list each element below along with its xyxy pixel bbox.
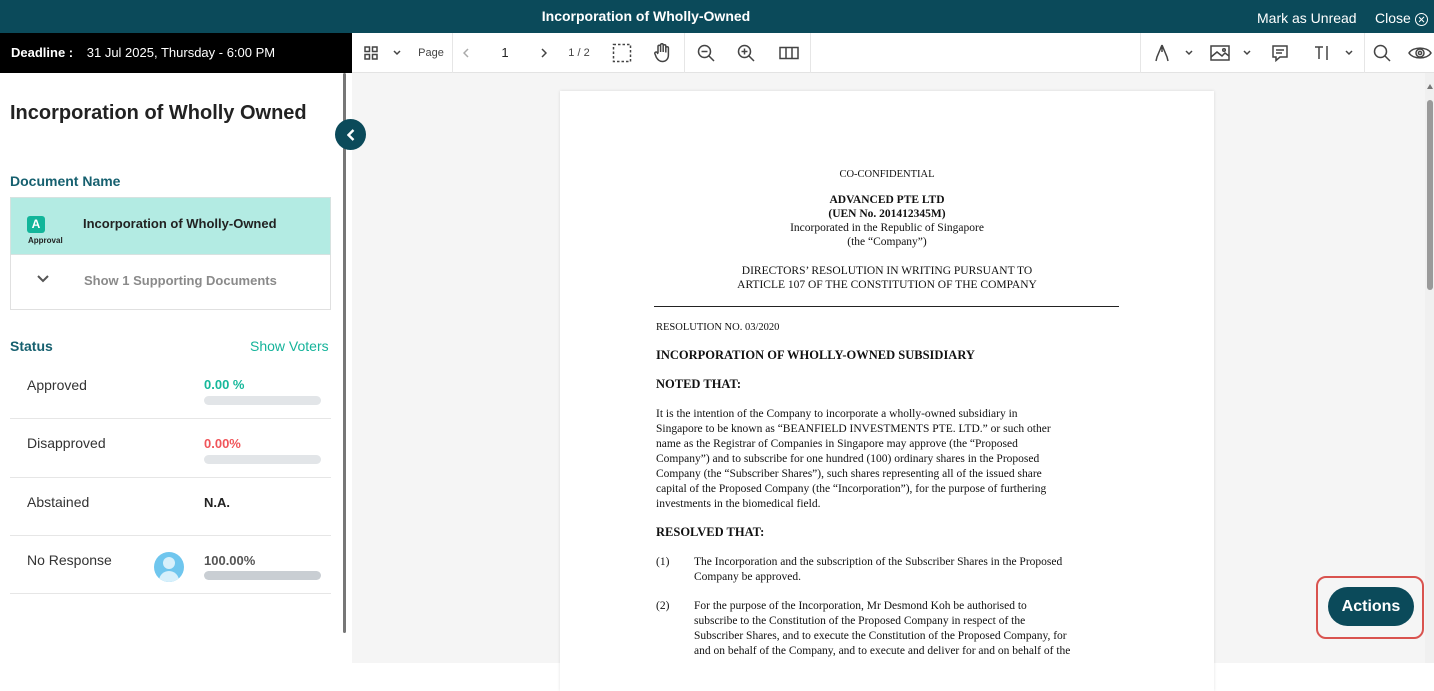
text-cursor-icon: [1313, 44, 1331, 62]
noted-that-heading: NOTED THAT:: [656, 377, 742, 391]
image-icon: [1210, 45, 1230, 61]
noted-paragraph-line: investments in the biomedical field.: [656, 498, 821, 510]
draw-tool-dropdown[interactable]: [1182, 33, 1196, 73]
approval-icon: A: [27, 216, 45, 233]
pen-nib-icon: [1154, 44, 1170, 62]
resolved-that-heading: RESOLVED THAT:: [656, 525, 765, 539]
hand-icon: [653, 43, 671, 63]
deadline-value: 31 Jul 2025, Thursday - 6:00 PM: [86, 45, 276, 60]
incorporation-note: Incorporated in the Republic of Singapore: [790, 222, 984, 234]
document-name: Incorporation of Wholly-Owned: [83, 216, 277, 231]
top-bar: [0, 0, 1434, 33]
next-page-button[interactable]: [536, 33, 552, 73]
status-row-no-response: [10, 536, 331, 594]
thumbnails-dropdown[interactable]: [390, 33, 404, 73]
thumbnails-button[interactable]: [360, 33, 382, 73]
status-name: Disapproved: [27, 435, 106, 451]
show-voters-link[interactable]: Show Voters: [250, 338, 329, 354]
item-number: (1): [656, 556, 670, 568]
status-progress-bar: [204, 571, 321, 580]
noted-paragraph-line: Company”) and to subscribe for one hundred (100) ordinary shares in the Proposed: [656, 453, 1040, 465]
previous-page-button[interactable]: [458, 33, 474, 73]
divider-rule: [654, 306, 1119, 307]
draw-tool-button[interactable]: [1150, 33, 1174, 73]
mark-as-unread-button[interactable]: Mark as Unread: [1257, 10, 1357, 26]
search-button[interactable]: [1370, 33, 1394, 73]
status-name: No Response: [27, 552, 112, 568]
zoom-in-button[interactable]: [734, 33, 758, 73]
close-button[interactable]: [1375, 0, 1428, 37]
chevron-down-icon: [1345, 50, 1353, 56]
close-label: Close: [1375, 10, 1411, 26]
resolution-title-line: ARTICLE 107 OF THE CONSTITUTION OF THE COMPANY: [737, 279, 1037, 291]
status-name: Approved: [27, 377, 87, 393]
confidential-label: CO-CONFIDENTIAL: [839, 169, 935, 180]
item-line: For the purpose of the Incorporation, Mr Desmond Koh be authorised to: [694, 600, 1027, 612]
approval-badge: Approval: [28, 236, 63, 245]
sidebar-scrollbar[interactable]: [343, 73, 346, 633]
page-label: Page: [418, 47, 444, 59]
company-uen: (UEN No. 201412345M): [828, 208, 946, 220]
toolbar-divider: [1140, 33, 1141, 73]
comment-button[interactable]: [1268, 33, 1292, 73]
noted-paragraph-line: It is the intention of the Company to incorporate a wholly-owned subsidiary in: [656, 408, 1018, 420]
chevron-left-icon: [347, 129, 355, 141]
status-progress-bar: [204, 455, 321, 464]
columns-icon: [779, 46, 799, 60]
avatar-head: [163, 557, 175, 569]
avatar[interactable]: [154, 552, 184, 582]
item-line: subscribe to the Constitution of the Proposed Company in respect of the: [694, 615, 1026, 627]
chevron-down-icon: [1243, 50, 1251, 56]
close-icon: [1415, 13, 1428, 26]
supporting-documents-label: Show 1 Supporting Documents: [84, 273, 277, 288]
company-defined-term: (the “Company”): [847, 236, 927, 248]
sidebar-title: Incorporation of Wholly Owned: [10, 102, 307, 124]
zoom-in-icon: [737, 44, 755, 62]
resolution-title-line: DIRECTORS’ RESOLUTION IN WRITING PURSUANT TO: [741, 265, 1033, 277]
item-line: Subscriber Shares, and to execute the Constitution of the Proposed Company, for: [694, 630, 1067, 642]
status-value: 0.00%: [204, 436, 241, 451]
document-page: [560, 91, 1214, 691]
selection-icon: [612, 43, 632, 63]
zoom-out-button[interactable]: [694, 33, 718, 73]
status-name: Abstained: [27, 494, 90, 510]
status-progress-fill: [204, 571, 321, 580]
item-line: and on behalf of the Company, and to execute and deliver for and on behalf of the: [694, 645, 1071, 657]
page-count: 1 / 2: [568, 47, 590, 59]
eye-icon: [1408, 45, 1432, 61]
chevron-down-icon: [37, 275, 49, 283]
toolbar-divider: [1364, 33, 1365, 73]
status-value: 100.00%: [204, 553, 256, 568]
deadline-bar: [0, 33, 352, 73]
item-line: Company be approved.: [694, 571, 801, 583]
status-row-disapproved: [10, 420, 331, 478]
resolution-heading: INCORPORATION OF WHOLLY-OWNED SUBSIDIARY: [656, 348, 975, 362]
item-line: The Incorporation and the subscription of the Subscriber Shares in the Proposed: [694, 556, 1063, 568]
chevron-down-icon: [393, 50, 401, 56]
toolbar-divider: [810, 33, 811, 73]
deadline-label: Deadline :: [11, 45, 74, 60]
pan-tool-button[interactable]: [650, 33, 674, 73]
viewer-scrollbar-thumb[interactable]: [1427, 100, 1433, 290]
zoom-out-icon: [697, 44, 715, 62]
search-icon: [1373, 44, 1391, 62]
resolution-number: RESOLUTION NO. 03/2020: [656, 322, 780, 333]
item-number: (2): [656, 600, 670, 612]
collapse-sidebar-button[interactable]: [335, 119, 366, 150]
status-progress-bar: [204, 396, 321, 405]
document-name-heading: Document Name: [10, 173, 121, 189]
text-tool-button[interactable]: [1310, 33, 1334, 73]
text-tool-dropdown[interactable]: [1342, 33, 1356, 73]
company-name: ADVANCED PTE LTD: [829, 194, 945, 206]
page-layout-button[interactable]: [776, 33, 802, 73]
chevron-right-icon: [541, 48, 547, 58]
comment-icon: [1271, 44, 1289, 62]
status-value: N.A.: [204, 495, 230, 510]
noted-paragraph-line: Company (the “Subscriber Shares”), such shares representing all of the issued share: [656, 468, 1042, 480]
image-tool-dropdown[interactable]: [1240, 33, 1254, 73]
supporting-documents-toggle[interactable]: [10, 255, 331, 310]
document-viewer[interactable]: [352, 73, 1434, 663]
status-value: 0.00 %: [204, 377, 245, 392]
selected-document[interactable]: [10, 197, 331, 255]
chevron-left-icon: [463, 48, 469, 58]
page-number-input[interactable]: 1: [501, 45, 509, 60]
status-row-abstained: [10, 478, 331, 536]
view-mode-button[interactable]: [1406, 33, 1434, 73]
chevron-down-icon: [1185, 50, 1193, 56]
marquee-select-button[interactable]: [610, 33, 634, 73]
grid-icon: [364, 46, 378, 60]
toolbar-divider: [452, 33, 453, 73]
viewer-toolbar: [352, 33, 1434, 73]
actions-button[interactable]: Actions: [1328, 587, 1414, 626]
status-heading: Status: [10, 338, 53, 354]
details-sidebar: [0, 73, 345, 663]
noted-paragraph-line: Singapore to be known as “BEANFIELD INVESTMENTS PTE. LTD.” or such other: [656, 423, 1051, 435]
scroll-up-arrow-icon[interactable]: [1427, 84, 1433, 89]
window-title: Incorporation of Wholly-Owned: [541, 8, 751, 24]
noted-paragraph-line: name as the Registrar of Companies in Singapore may approve (the “Proposed: [656, 438, 1018, 450]
noted-paragraph-line: capital of the Proposed Company (the “Incorporation”), for the purpose of furthering: [656, 483, 1047, 495]
image-tool-button[interactable]: [1208, 33, 1232, 73]
toolbar-divider: [684, 33, 685, 73]
status-row-approved: [10, 361, 331, 419]
avatar-body: [159, 571, 179, 582]
